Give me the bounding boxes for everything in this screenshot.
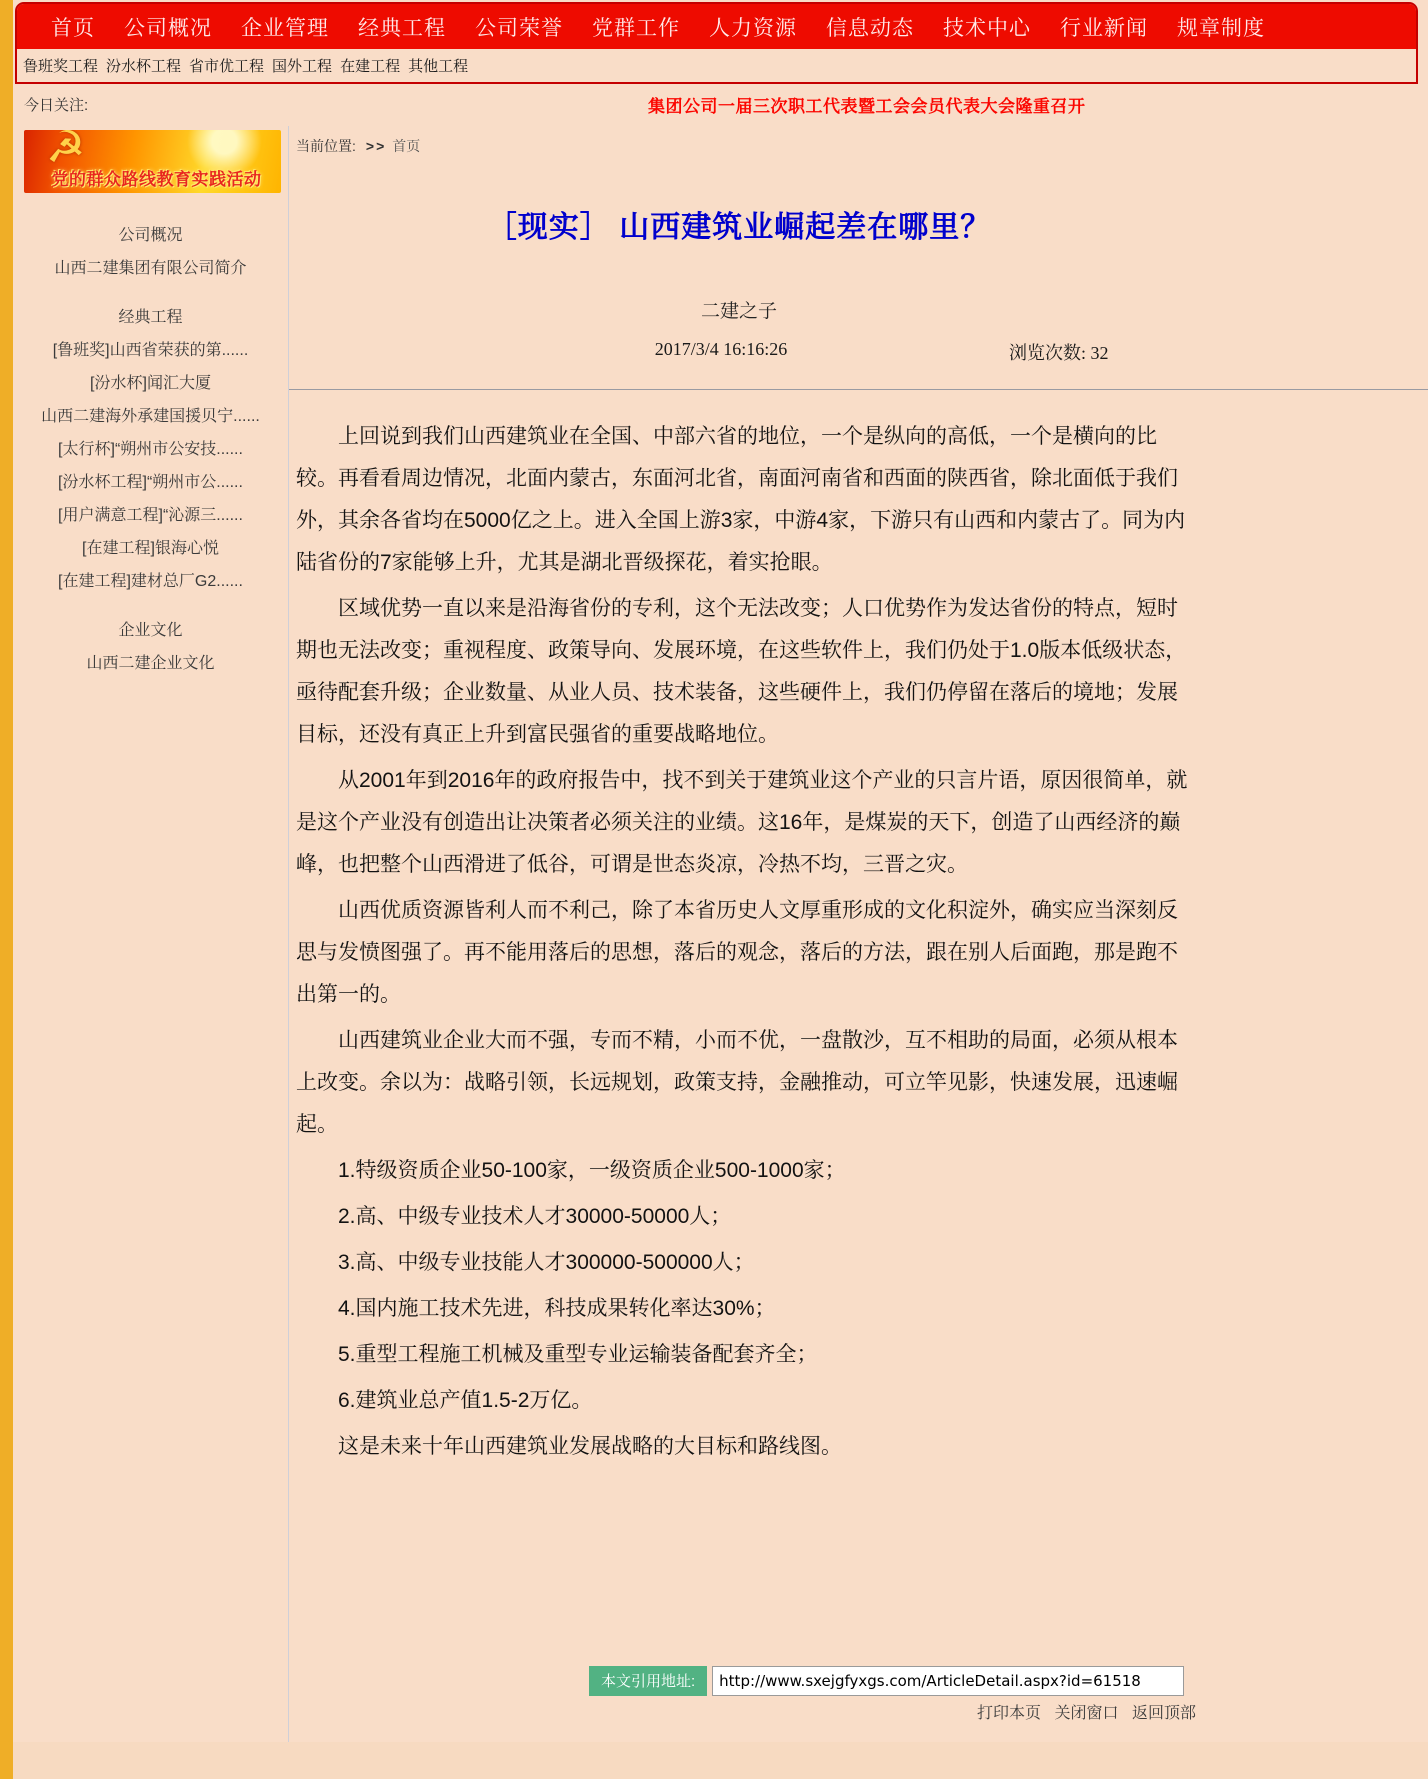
breadcrumb — [289, 126, 1428, 156]
print-page-link[interactable]: 打印本页 — [977, 1705, 1042, 1722]
nav-item-industry-news[interactable]: 行业新闻 — [1060, 17, 1148, 40]
nav-item-human-resources[interactable]: 人力资源 — [709, 17, 797, 40]
attention-row — [13, 88, 1428, 122]
subnav-item-other[interactable]: 其他工程 — [408, 58, 469, 75]
banner-text: 党的群众路线教育实践活动 — [51, 170, 262, 189]
article-list-item: 2.高、中级专业技术人才30000-50000人； — [338, 1205, 732, 1228]
top-nav-box — [15, 2, 1418, 84]
nav-item-rules[interactable]: 规章制度 — [1177, 17, 1265, 40]
subnav-item-provincial-excellent[interactable]: 省市优工程 — [189, 58, 265, 75]
article-list-item: 4.国内施工技术先进，科技成果转化率达30%； — [338, 1297, 776, 1320]
article-body — [289, 390, 1196, 1468]
sidebar-item-company-intro[interactable]: 山西二建集团有限公司简介 — [54, 260, 247, 277]
nav-item-classic-projects[interactable]: 经典工程 — [358, 17, 446, 40]
page-container — [13, 0, 1428, 1779]
article-view-count: 浏览次数: 32 — [1009, 343, 1109, 363]
subnav-item-fenshui-cup[interactable]: 汾水杯工程 — [106, 58, 182, 75]
article-list-item: 3.高、中级专业技能人才300000-500000人； — [338, 1251, 755, 1274]
content-columns — [13, 126, 1428, 1777]
main-content — [288, 126, 1428, 1777]
article-paragraph: 这是未来十年山西建筑业发展战略的大目标和路线图。 — [338, 1435, 842, 1458]
sidebar-item-project-shuozhou[interactable]: [汾水杯工程]“朔州市公...... — [58, 474, 243, 491]
article-paragraph: 山西优质资源皆利人而不利己，除了本省历史人文厚重形成的文化积淀外，确实应当深刻反思与发愤图强了。再不能用落后的思想，落后的观念，落后的方法，跟在别人后面跑，那是跑不出第一的。 — [296, 899, 1178, 1006]
party-campaign-banner[interactable] — [24, 130, 281, 193]
article-list-item: 5.重型工程施工机械及重型专业运输装备配套齐全； — [338, 1343, 818, 1366]
sidebar-item-project-g2[interactable]: [在建工程]建材总厂G2...... — [58, 573, 243, 590]
subnav-item-overseas[interactable]: 国外工程 — [272, 58, 333, 75]
breadcrumb-label: 当前位置: — [296, 138, 356, 154]
nav-item-technology-center[interactable]: 技术中心 — [943, 17, 1031, 40]
attention-headline-link[interactable]: 集团公司一届三次职工代表暨工会会员代表大会隆重召开 — [648, 97, 1086, 116]
citation-url-input[interactable] — [712, 1666, 1184, 1696]
article-meta-row — [289, 339, 1189, 365]
article-list-item: 6.建筑业总产值1.5-2万亿。 — [338, 1389, 593, 1412]
citation-label: 本文引用地址: — [589, 1666, 707, 1696]
nav-item-company-profile[interactable]: 公司概况 — [124, 17, 212, 40]
citation-row — [589, 1666, 1184, 1696]
article-paragraph: 山西建筑业企业大而不强，专而不精，小而不优，一盘散沙，互不相助的局面，必须从根本上改变。余以为：战略引领，长远规划，政策支持，金融推动，可立竿见影，快速发展，迅速崛起。 — [296, 1029, 1178, 1136]
bottom-strip — [13, 1742, 1428, 1779]
article-paragraph: 上回说到我们山西建筑业在全国、中部六省的地位，一个是纵向的高低，一个是横向的比较。再看看周边情况，北面内蒙古，东面河北省，南面河南省和西面的陕西省，除北面低于我们外，其余各省均在5000亿之上。进入全国上游3家，中游4家，下游只有山西和内蒙古了。同为内陆省份的7家能够上升，尤其是湖北晋级探花，着实抢眼。 — [296, 425, 1186, 574]
article-list-item: 1.特级资质企业50-100家，一级资质企业500-1000家； — [338, 1159, 846, 1182]
hammer-sickle-icon: ☭ — [46, 130, 86, 172]
article-paragraph: 区域优势一直以来是沿海省份的专利，这个无法改变；人口优势作为发达省份的特点，短时期也无法改变；重视程度、政策导向、发展环境，在这些软件上，我们仍处于1.0版本低级状态，亟待配套升级；企业数量、从业人员、技术装备，这些硬件上，我们仍停留在落后的境地；发展目标，还没有真正上升到富民强省的重要战略地位。 — [296, 597, 1187, 746]
breadcrumb-separator: >> — [365, 138, 387, 154]
sidebar-header-classic-projects: 经典工程 — [118, 309, 183, 326]
sidebar-item-project-taihang[interactable]: [太行杯]“朔州市公安技...... — [58, 441, 243, 458]
main-nav — [17, 4, 1416, 49]
sidebar — [13, 126, 288, 1777]
sidebar-header-corporate-culture: 企业文化 — [118, 622, 183, 639]
nav-item-information[interactable]: 信息动态 — [826, 17, 914, 40]
footer-links — [977, 1700, 1205, 1723]
sidebar-item-project-wenhui[interactable]: [汾水杯]闻汇大厦 — [90, 375, 211, 392]
article-author: 二建之子 — [700, 301, 777, 322]
nav-item-party-work[interactable]: 党群工作 — [592, 17, 680, 40]
attention-label: 今日关注: — [24, 97, 89, 114]
article-date: 2017/3/4 16:16:26 — [654, 339, 788, 359]
subnav-item-luban-award[interactable]: 鲁班奖工程 — [23, 58, 99, 75]
subnav-item-under-construction[interactable]: 在建工程 — [340, 58, 401, 75]
nav-item-company-honors[interactable]: 公司荣誉 — [475, 17, 563, 40]
left-gold-strip — [0, 0, 13, 1779]
article-title: ［现实］ 山西建筑业崛起差在哪里？ — [486, 211, 992, 244]
sidebar-header-company-profile: 公司概况 — [118, 227, 183, 244]
sidebar-item-culture[interactable]: 山西二建企业文化 — [86, 655, 215, 672]
close-window-link[interactable]: 关闭窗口 — [1054, 1705, 1119, 1722]
breadcrumb-home-link[interactable]: 首页 — [392, 138, 421, 154]
nav-item-home[interactable]: 首页 — [51, 17, 95, 40]
nav-item-enterprise-management[interactable]: 企业管理 — [241, 17, 329, 40]
back-to-top-link[interactable]: 返回顶部 — [1131, 1705, 1196, 1722]
sidebar-item-project-luban[interactable]: [鲁班奖]山西省荣获的第...... — [52, 342, 249, 359]
sidebar-item-project-benin[interactable]: 山西二建海外承建国援贝宁...... — [41, 408, 260, 425]
sidebar-item-project-qinyuan[interactable]: [用户满意工程]“沁源三...... — [58, 507, 243, 524]
sidebar-item-project-yinhai[interactable]: [在建工程]银海心悦 — [82, 540, 219, 557]
sub-nav — [17, 49, 1416, 82]
article-paragraph: 从2001年到2016年的政府报告中，找不到关于建筑业这个产业的只言片语，原因很简单，就是这个产业没有创造出让决策者必须关注的业绩。这16年，是煤炭的天下，创造了山西经济的巅峰，也把整个山西滑进了低谷，可谓是世态炎凉，冷热不均，三晋之灾。 — [296, 769, 1188, 876]
